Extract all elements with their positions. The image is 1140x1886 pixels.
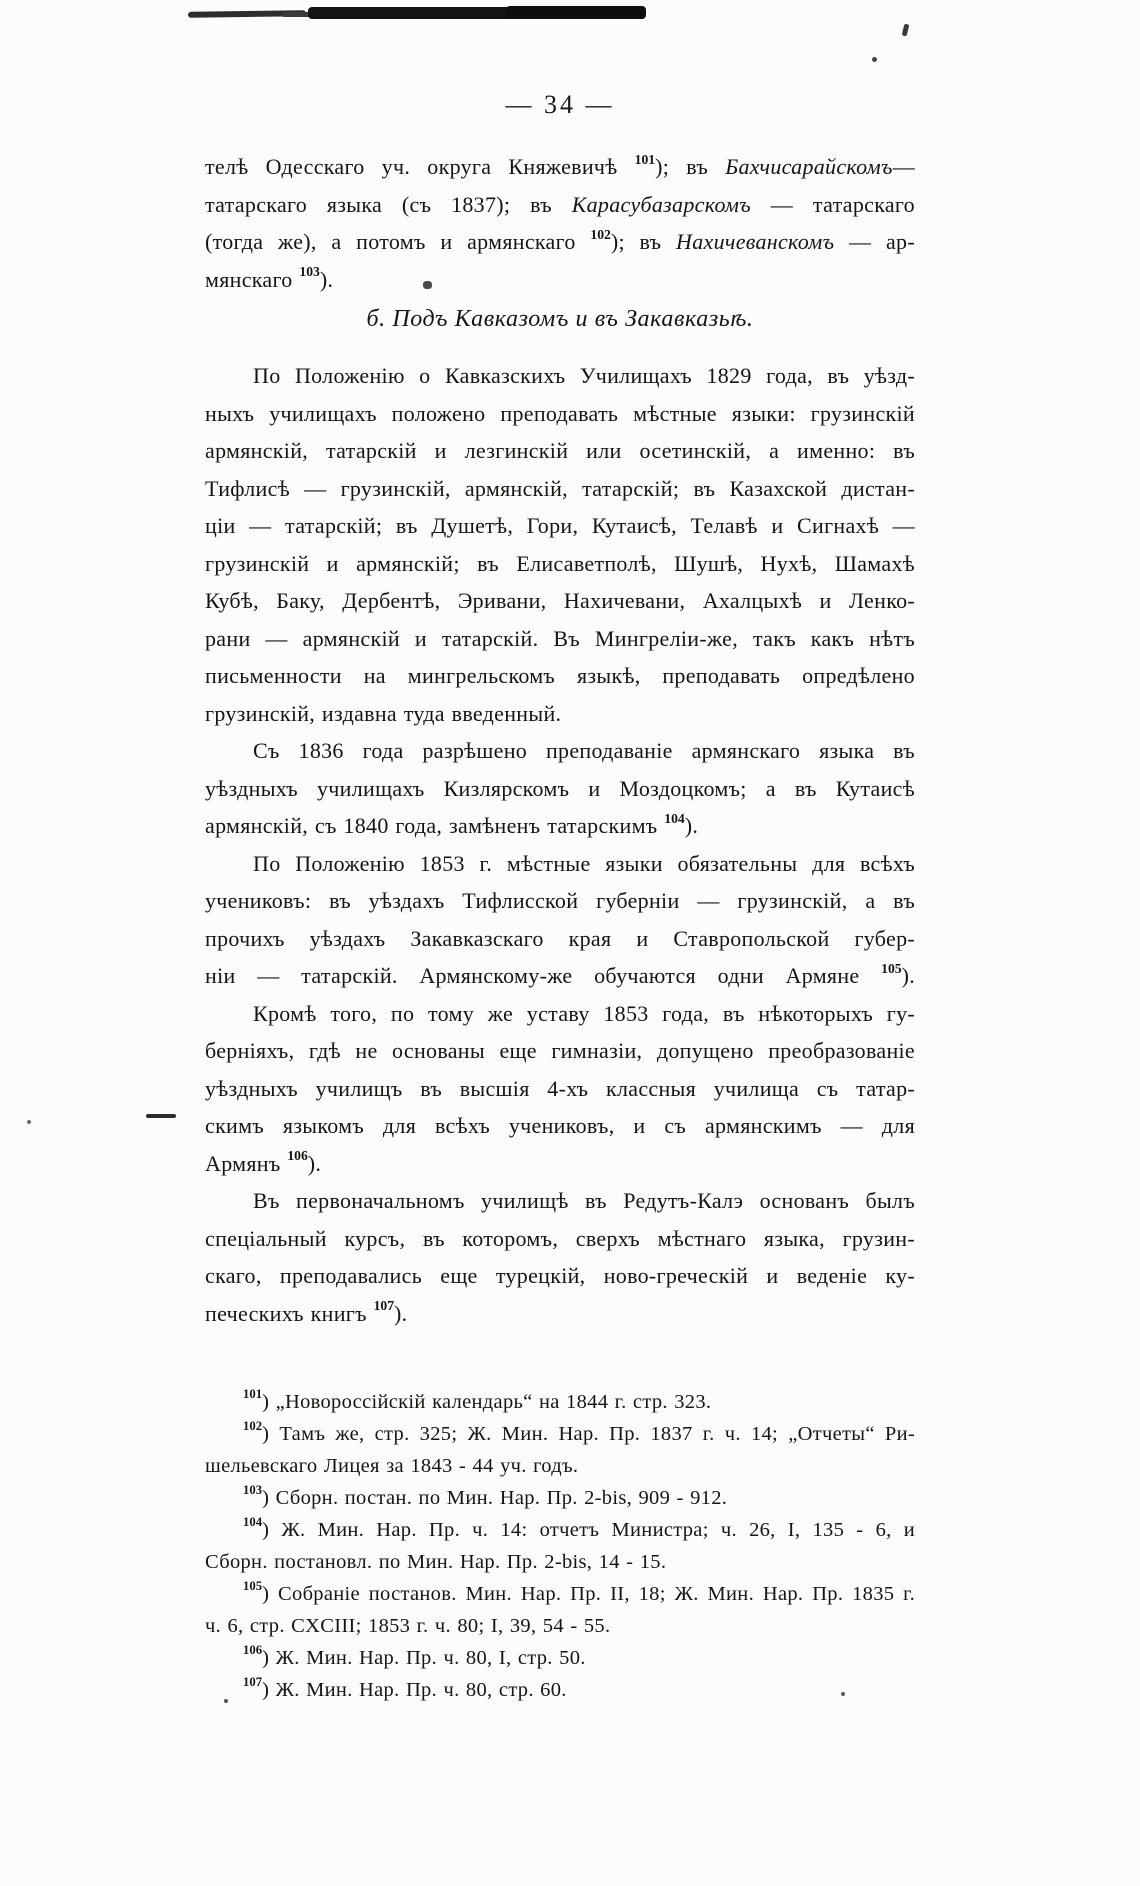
text-segment: Сборн. постановл. по Мин. Нар. Пр. 2-bis, 14 - 15. [205, 1551, 667, 1573]
footnote-reference: 103 [299, 264, 320, 280]
text-line [205, 1220, 915, 1258]
text-segment: ціи — татарскій; въ Душетѣ, Гори, Кутаисѣ, Телавѣ и Сигнахѣ — [205, 513, 915, 538]
text-column [205, 148, 915, 1706]
text-line [205, 545, 915, 583]
scan-dash-mark-icon [146, 1114, 176, 1118]
scan-speck-icon [872, 57, 877, 62]
text-segment: скимъ языкомъ для всѣхъ учениковъ, и съ армянскимъ — для [205, 1113, 915, 1138]
paragraph [205, 357, 915, 732]
text-line [205, 1674, 915, 1706]
text-segment: ). [307, 1150, 322, 1176]
text-segment: — ар- [834, 229, 915, 254]
footnote [205, 1674, 915, 1706]
text-segment: грузинскій и армянскій; въ Елисаветполѣ, Шушѣ, Нухѣ, Шамахѣ [205, 550, 915, 576]
text-segment: скаго, преподавались еще турецкій, ново-греческій и веденіе ку- [205, 1263, 915, 1288]
text-line [205, 1482, 915, 1514]
text-line [205, 1514, 915, 1546]
text-line [205, 432, 915, 470]
text-segment: уѣздныхъ училищахъ Кизлярскомъ и Моздоцкомъ; а въ Кутаисѣ [205, 775, 915, 801]
footnote-reference: 104 [664, 810, 685, 826]
text-line [205, 261, 915, 299]
footnote-reference: 105 [881, 960, 902, 976]
text-line [205, 1450, 915, 1482]
text-segment: ) Ж. Мин. Нар. Пр. ч. 80, I, стр. 50. [262, 1647, 586, 1669]
footnote [205, 1418, 915, 1482]
text-segment: ныхъ училищахъ положено преподавать мѣстные языки: грузинскій [205, 400, 915, 426]
text-segment: Кубѣ, Баку, Дербентѣ, Эривани, Нахичевани, Ахалцыхѣ и Ленко- [205, 588, 915, 613]
paragraph [205, 1182, 915, 1332]
text-line [205, 1295, 915, 1333]
text-segment: Бахчисарайскомъ [725, 154, 893, 179]
text-segment: По Положенію 1853 г. мѣстные языки обязательны для всѣхъ [253, 850, 915, 876]
text-segment: ); въ [610, 229, 677, 254]
text-segment: письменности на мингрельскомъ языкѣ, преподавать опредѣлено [205, 663, 915, 688]
footnote-reference: 101 [634, 151, 656, 167]
text-line [205, 770, 915, 808]
text-segment: (тогда же), а потомъ и армянскаго [205, 229, 591, 254]
text-line [205, 995, 915, 1033]
text-line [205, 148, 915, 186]
paragraph [205, 732, 915, 845]
footnote [205, 1482, 915, 1514]
text-segment: Тифлисѣ — грузинскій, армянскій, татарскій; въ Казахской дистан- [205, 475, 915, 501]
text-segment: прочихъ уѣздахъ Закавказскаго края и Ставропольской губер- [205, 925, 915, 951]
text-segment: шельевскаго Лицея за 1843 - 44 уч. годъ. [205, 1455, 579, 1477]
text-line [205, 186, 915, 224]
text-line [205, 620, 915, 658]
footnote-reference: 107 [243, 1675, 263, 1690]
text-line [205, 395, 915, 433]
text-line [205, 1610, 915, 1642]
text-line [205, 845, 915, 883]
footnote-reference: 106 [287, 1148, 308, 1164]
text-line [205, 920, 915, 958]
text-segment: печескихъ книгъ [205, 1300, 374, 1326]
text-line [205, 807, 915, 845]
text-segment: берніяхъ, гдѣ не основаны еще гимназіи, допущено преобразованіе [205, 1038, 915, 1063]
text-segment: татарскаго языка (съ 1837); въ [205, 191, 572, 217]
text-segment: армянскій, татарскій и лезгинскій или осетинскій, а именно: въ [205, 438, 915, 463]
footnote-reference: 101 [243, 1387, 263, 1402]
text-line [205, 1642, 915, 1674]
text-segment: ) „Новороссійскій календарь“ на 1844 г. стр. 323. [262, 1391, 712, 1413]
footnote-reference: 107 [373, 1298, 395, 1314]
text-line [205, 357, 915, 395]
text-line [205, 957, 915, 995]
text-segment: ). [901, 963, 915, 988]
text-segment: ) Тамъ же, стр. 325; Ж. Мин. Нар. Пр. 1837 г. ч. 14; „Отчеты“ Ри- [262, 1423, 915, 1445]
text-segment: ); въ [655, 154, 726, 179]
text-segment: уѣздныхъ училищъ въ высшія 4-хъ классныя училища съ татар- [205, 1075, 915, 1101]
text-line [205, 1418, 915, 1450]
text-line [205, 695, 915, 733]
text-segment: Въ первоначальномъ училищѣ въ Редутъ-Калэ основанъ былъ [253, 1188, 915, 1213]
text-line [205, 1578, 915, 1610]
text-segment: — татарскаго [751, 191, 915, 217]
text-line [205, 1032, 915, 1070]
text-segment: Кромѣ того, по тому же уставу 1853 года, въ нѣкоторыхъ гу- [253, 1000, 915, 1026]
text-line [205, 223, 915, 261]
text-segment: ніи — татарскій. Армянскому-же обучаются одни Армяне [205, 963, 882, 988]
footnote-reference: 103 [243, 1483, 263, 1498]
text-segment: Нахичеванскомъ [676, 229, 835, 254]
text-line [205, 732, 915, 770]
text-segment: ) Сборн. постан. по Мин. Нар. Пр. 2-bis, 909 - 912. [262, 1487, 728, 1509]
footnote-reference: 105 [243, 1579, 263, 1594]
footnote [205, 1578, 915, 1642]
footnote-reference: 102 [243, 1419, 263, 1434]
scan-speck-icon [27, 1120, 31, 1124]
paragraph [205, 845, 915, 995]
paragraph-continuation [205, 148, 915, 298]
footnote [205, 1642, 915, 1674]
text-line [205, 1257, 915, 1295]
text-segment: ) Ж. Мин. Нар. Пр. ч. 80, стр. 60. [262, 1679, 567, 1701]
scan-speck-icon [902, 24, 910, 37]
footnote-reference: 102 [590, 226, 611, 242]
text-segment: ) Ж. Мин. Нар. Пр. ч. 14: отчетъ Министра; ч. 26, I, 135 - 6, и [262, 1519, 915, 1541]
text-line [205, 1070, 915, 1108]
footnote [205, 1514, 915, 1578]
text-segment: ). [319, 266, 334, 292]
paragraph [205, 995, 915, 1183]
text-segment: грузинскій, издавна туда введенный. [205, 700, 562, 726]
scan-smudge-icon [308, 7, 514, 19]
section-heading: б. Подъ Кавказомъ и въ Закавказьѣ. [366, 306, 754, 332]
text-segment: — [892, 154, 915, 179]
text-line [205, 470, 915, 508]
footnotes-section [205, 1386, 915, 1706]
text-segment: ) Собраніе постанов. Мин. Нар. Пр. II, 18; Ж. Мин. Нар. Пр. 1835 г. [262, 1583, 915, 1605]
text-segment: Съ 1836 года разрѣшено преподаваніе армянскаго языка въ [253, 738, 915, 763]
text-segment: По Положенію о Кавказскихъ Училищахъ 1829 года, въ уѣзд- [253, 363, 915, 388]
text-line [205, 1107, 915, 1145]
text-segment: Карасубазарскомъ [571, 191, 751, 217]
text-segment: ч. 6, стр. CXCIII; 1853 г. ч. 80; I, 39, 54 - 55. [205, 1615, 611, 1637]
text-segment: мянскаго [205, 266, 300, 292]
text-segment: рани — армянскій и татарскій. Въ Мингреліи-же, такъ какъ нѣтъ [205, 625, 915, 651]
footnote-reference: 104 [243, 1515, 263, 1530]
text-line [205, 1145, 915, 1183]
text-line [205, 1386, 915, 1418]
text-segment: ). [394, 1300, 408, 1326]
text-line [205, 507, 915, 545]
text-line [205, 657, 915, 695]
text-line [205, 582, 915, 620]
text-segment: спеціальный курсъ, въ которомъ, сверхъ мѣстнаго языка, грузин- [205, 1225, 915, 1251]
footnote-reference: 106 [243, 1643, 263, 1658]
text-segment: армянскій, съ 1840 года, замѣненъ татарскимъ [205, 813, 665, 838]
text-line [205, 1546, 915, 1578]
text-line [205, 882, 915, 920]
scan-smudge-icon [506, 6, 646, 19]
page-number: — 34 — [505, 90, 615, 119]
main-text [205, 148, 915, 1332]
footnote [205, 1386, 915, 1418]
text-segment: ). [684, 813, 699, 838]
text-segment: телѣ Одесскаго уч. округа Княжевичѣ [205, 154, 635, 179]
text-line [205, 1182, 915, 1220]
text-segment: Армянъ [205, 1150, 288, 1176]
text-segment: учениковъ: въ уѣздахъ Тифлисской губерніи — грузинскій, а въ [205, 888, 915, 913]
